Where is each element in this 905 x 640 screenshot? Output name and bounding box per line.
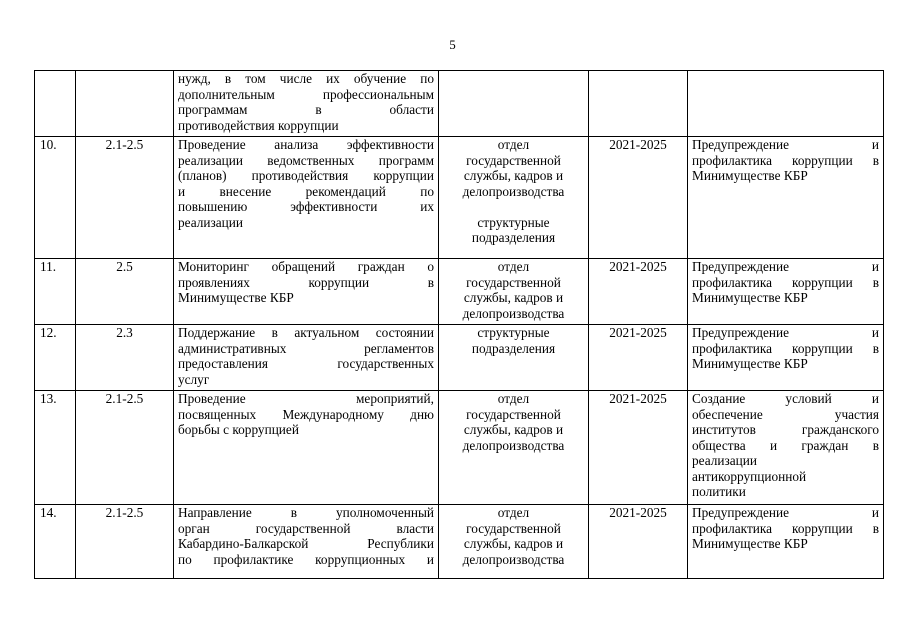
page-number: 5 [449,37,456,52]
points-cell: 2.1-2.5 [76,137,174,259]
executor-line: службы, кадров и [463,422,564,437]
activity-line: по профилактике коррупционных и [178,551,434,567]
executor-cell [439,137,589,259]
activity-line: и внесение рекомендаций по [178,183,434,199]
result-cell [688,391,884,505]
activity-line: борьбы с коррупцией [178,422,299,437]
activity-line: орган государственной власти [178,520,434,536]
executor-cell [439,505,589,579]
result-line: Минимуществе КБР [692,536,808,551]
activity-cell [174,505,439,579]
row-number-cell: 13. [35,391,76,505]
result-cell [688,71,884,137]
activity-line: нужд, в том числе их обучение по [178,71,434,86]
activity-line: Поддержание в актуальном состоянии [178,325,434,340]
activity-line: услуг [178,371,210,387]
result-line: Предупреждение и [692,137,879,152]
row-number-cell: 12. [35,325,76,391]
measures-table [34,70,884,579]
result-cell [688,259,884,325]
executor-line: службы, кадров и [463,290,564,305]
table-row [35,259,884,325]
activity-line: Направление в уполномоченный [178,505,434,520]
activity-line: предоставления государственных [178,356,434,371]
executor-line: делопроизводства [462,305,565,321]
activity-line: Проведение мероприятий, [178,391,434,406]
points-cell [76,71,174,137]
period-cell: 2021-2025 [589,137,688,259]
activity-line: повышению эффективности их [178,199,434,214]
executor-line: отдел [497,259,530,274]
result-line: профилактика коррупции в [692,520,879,536]
points-cell: 2.1-2.5 [76,505,174,579]
executor-line: службы, кадров и [463,168,564,183]
executor-line: делопроизводства [462,437,565,453]
executor-cell [439,259,589,325]
result-line: политики [692,484,746,499]
period-cell [589,71,688,137]
table-body [35,71,884,579]
result-line: Минимуществе КБР [692,356,808,371]
executor-line: отдел [497,391,530,406]
executor-line: подразделения [471,340,556,356]
executor-line [443,199,584,215]
points-cell: 2.5 [76,259,174,325]
activity-line: реализации [178,214,243,230]
result-line: институтов гражданского [692,422,879,437]
result-line: профилактика коррупции в [692,152,879,168]
table-row [35,71,884,137]
activity-cell [174,259,439,325]
executor-line: государственной [466,406,561,422]
result-cell [688,325,884,391]
result-line: Предупреждение и [692,325,879,340]
activity-cell [174,71,439,137]
executor-line: структурные [477,214,550,230]
result-cell [688,137,884,259]
result-line: обеспечение участия [692,406,879,422]
period-cell: 2021-2025 [589,259,688,325]
executor-line: делопроизводства [462,183,565,199]
row-number-cell: 11. [35,259,76,325]
result-line: профилактика коррупции в [692,274,879,290]
activity-line: программам в области [178,102,434,117]
row-number-cell: 14. [35,505,76,579]
result-line: Создание условий и [692,391,879,406]
activity-line: дополнительным профессиональным [178,86,434,102]
result-line: Минимуществе КБР [692,168,808,183]
points-cell: 2.1-2.5 [76,391,174,505]
activity-line: административных регламентов [178,340,434,356]
activity-line: Минимуществе КБР [178,290,294,305]
result-line: реализации [692,453,757,468]
executor-line: отдел [497,137,530,152]
activity-cell [174,137,439,259]
activity-line: реализации ведомственных программ [178,152,434,168]
points-cell: 2.3 [76,325,174,391]
result-line: Минимуществе КБР [692,290,808,305]
executor-line: государственной [466,152,561,168]
executor-line: государственной [466,274,561,290]
row-number-cell: 10. [35,137,76,259]
executor-line: государственной [466,520,561,536]
result-line: антикоррупционной [692,468,807,484]
result-line: Предупреждение и [692,505,879,520]
executor-line: делопроизводства [462,551,565,567]
executor-cell [439,71,589,137]
activity-line: проявлениях коррупции в [178,274,434,290]
activity-line: (планов) противодействия коррупции [178,168,434,183]
period-cell: 2021-2025 [589,325,688,391]
activity-line: посвященных Международному дню [178,406,434,422]
executor-line: отдел [497,505,530,520]
activity-line: Мониторинг обращений граждан о [178,259,434,274]
result-line: профилактика коррупции в [692,340,879,356]
activity-line: Проведение анализа эффективности [178,137,434,152]
executor-line: структурные [477,325,550,340]
period-cell: 2021-2025 [589,391,688,505]
result-line: общества и граждан в [692,437,879,453]
period-cell: 2021-2025 [589,505,688,579]
executor-cell [439,391,589,505]
table-row [35,391,884,505]
executor-line: подразделения [471,230,556,245]
activity-cell [174,325,439,391]
result-line: Предупреждение и [692,259,879,274]
executor-line: службы, кадров и [463,536,564,551]
activity-line: противодействия коррупции [178,117,339,133]
row-number-cell [35,71,76,137]
activity-cell [174,391,439,505]
executor-cell [439,325,589,391]
table-row [35,505,884,579]
table-row [35,137,884,259]
table-row [35,325,884,391]
activity-line: Кабардино-Балкарской Республики [178,536,434,551]
result-cell [688,505,884,579]
